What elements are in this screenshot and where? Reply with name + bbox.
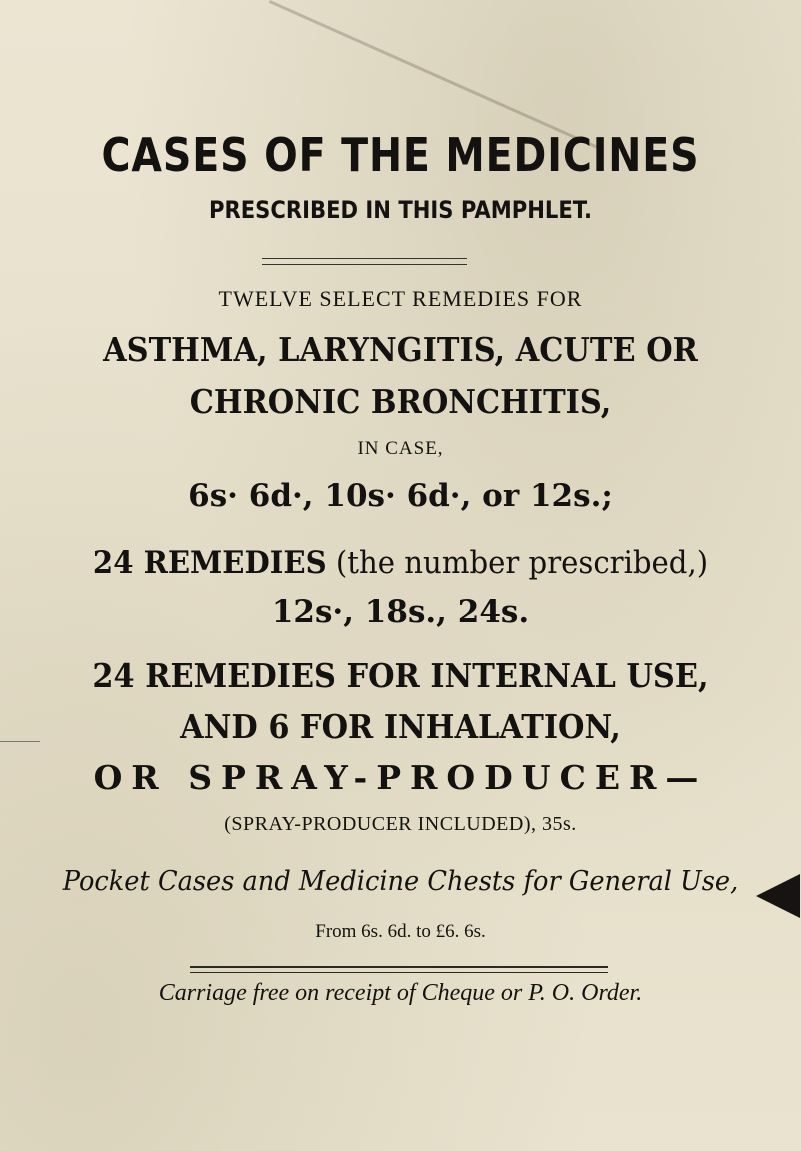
section1-prices: 6s· 6d·, 10s· 6d·, or 12s.; <box>188 478 613 514</box>
paper-crease <box>269 0 599 149</box>
page-subtitle: PRESCRIBED IN THIS PAMPHLET. <box>209 196 592 224</box>
section1-heading: TWELVE SELECT REMEDIES FOR <box>218 286 583 311</box>
section3-line4: (SPRAY-PRODUCER INCLUDED), 35s. <box>224 813 577 835</box>
divider-double-rule <box>262 258 467 265</box>
section2-note: (the number prescribed,) <box>326 545 709 581</box>
section1-line1: ASTHMA, LARYNGITIS, ACUTE OR <box>103 330 698 369</box>
section1-line3: IN CASE, <box>357 438 444 459</box>
section3-line2: AND 6 FOR INHALATION, <box>180 707 621 746</box>
divider-thick-rule <box>190 966 608 973</box>
page-title: CASES OF THE MEDICINES <box>101 128 700 182</box>
section2-count: 24 REMEDIES <box>92 545 327 581</box>
section4-line2: From 6s. 6d. to £6. 6s. <box>315 921 486 942</box>
section2-prices: 12s·, 18s., 24s. <box>271 594 530 630</box>
section4-line1: Pocket Cases and Medicine Chests for General Use, <box>62 866 739 897</box>
section3-line3: OR SPRAY-PRODUCER— <box>93 758 708 797</box>
section2-heading <box>24 545 777 581</box>
section3-line1: 24 REMEDIES FOR INTERNAL USE, <box>92 656 709 695</box>
section1-line2: CHRONIC BRONCHITIS, <box>189 382 612 421</box>
pointing-triangle-icon <box>756 874 800 918</box>
footer-note: Carriage free on receipt of Cheque or P. O. Order. <box>158 980 643 1006</box>
